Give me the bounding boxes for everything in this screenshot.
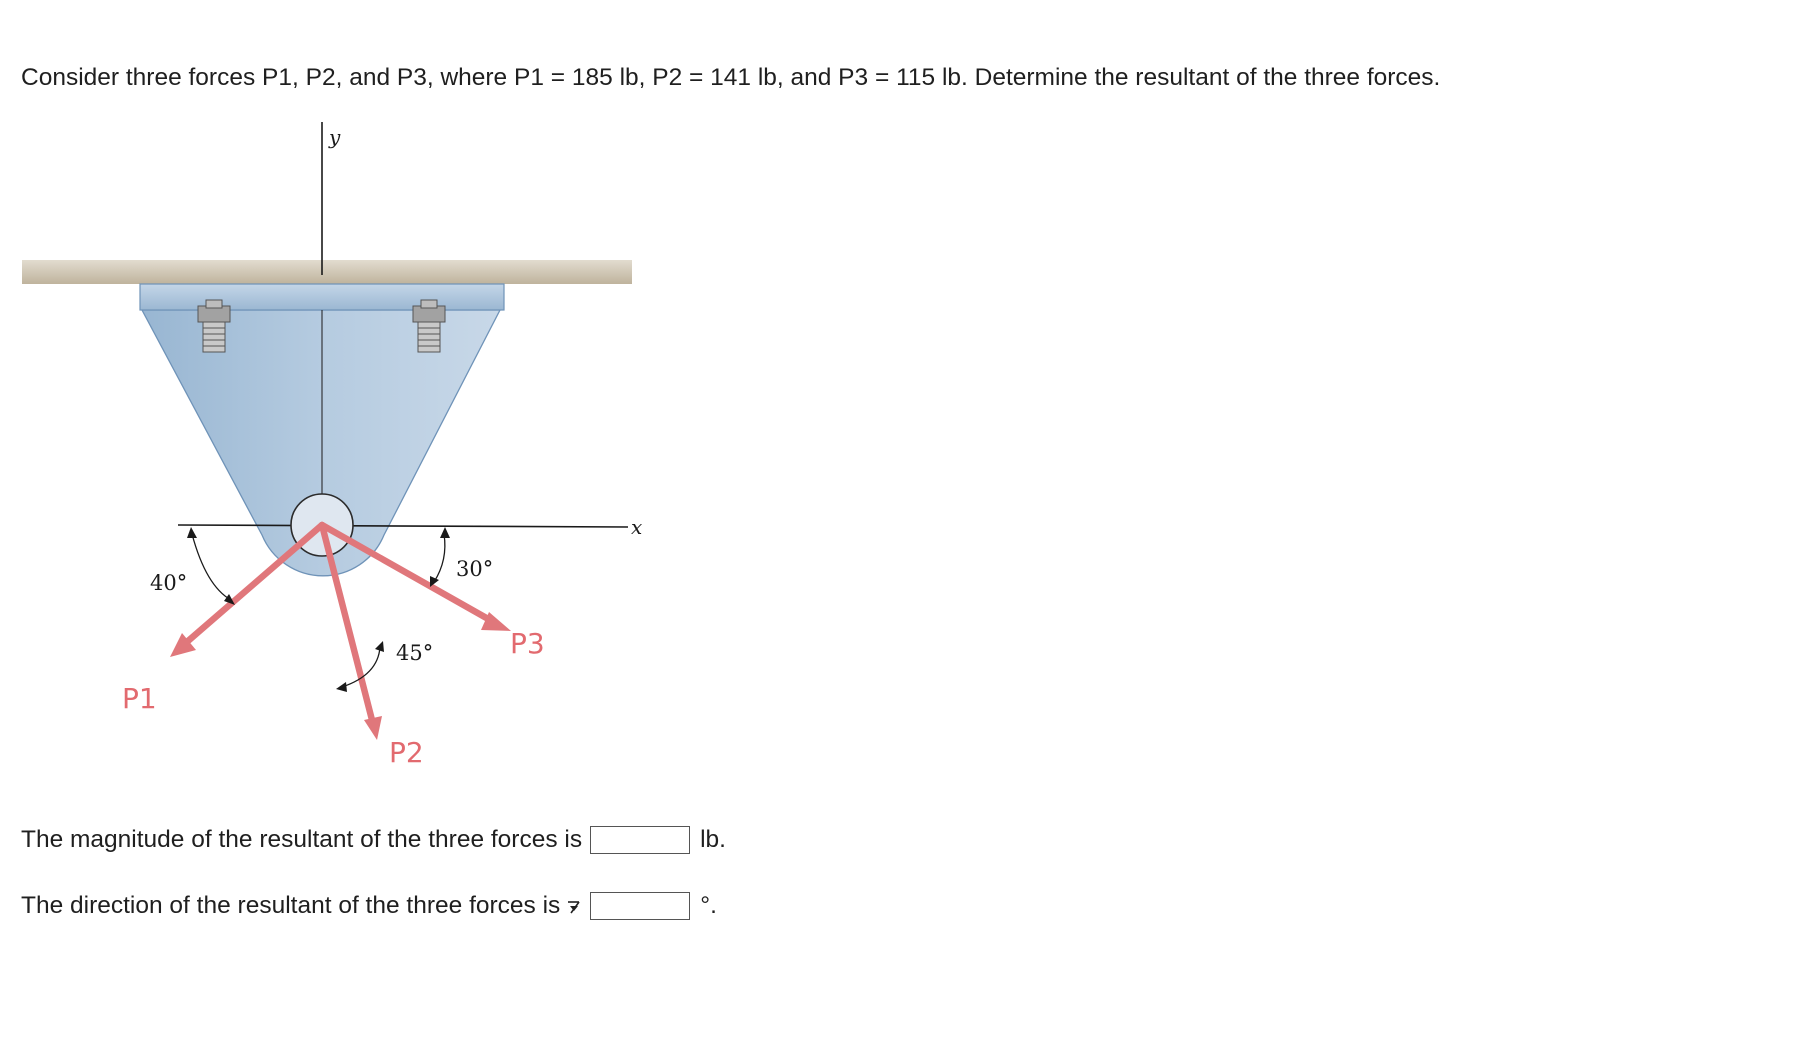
angle-label-p3: 30° (456, 557, 494, 581)
direction-unit: °. (700, 892, 717, 919)
force-arrow-p1 (170, 525, 322, 657)
angle-select-icon[interactable] (566, 896, 582, 916)
angle-arc-30 (430, 527, 450, 587)
magnitude-prompt: The magnitude of the resultant of the three forces is (21, 826, 583, 853)
angle-label-p2-p3: 45° (396, 641, 434, 665)
ceiling-beam (22, 260, 632, 284)
force-diagram (16, 120, 656, 780)
bolt-right-icon (413, 300, 445, 352)
angle-label-p1: 40° (150, 571, 188, 595)
y-axis-label: y (329, 125, 341, 149)
magnitude-unit: lb. (700, 826, 726, 853)
direction-answer-row (21, 890, 717, 922)
x-axis (178, 525, 628, 527)
direction-prompt: The direction of the resultant of the three forces is (21, 892, 561, 919)
angle-arc-40 (187, 527, 235, 605)
direction-input[interactable] (590, 892, 690, 920)
force-label-p3: P3 (510, 627, 545, 660)
force-label-p2: P2 (389, 736, 424, 769)
bracket-plate (140, 284, 504, 310)
magnitude-input[interactable] (590, 826, 690, 854)
question-text: Consider three forces P1, P2, and P3, where P1 = 185 lb, P2 = 141 lb, and P3 = 115 lb. Determine the resultant of the three forces. (21, 64, 1441, 91)
bolt-left-icon (198, 300, 230, 352)
force-label-p1: P1 (122, 682, 157, 715)
x-axis-label: x (631, 515, 643, 539)
magnitude-answer-row (21, 824, 726, 856)
